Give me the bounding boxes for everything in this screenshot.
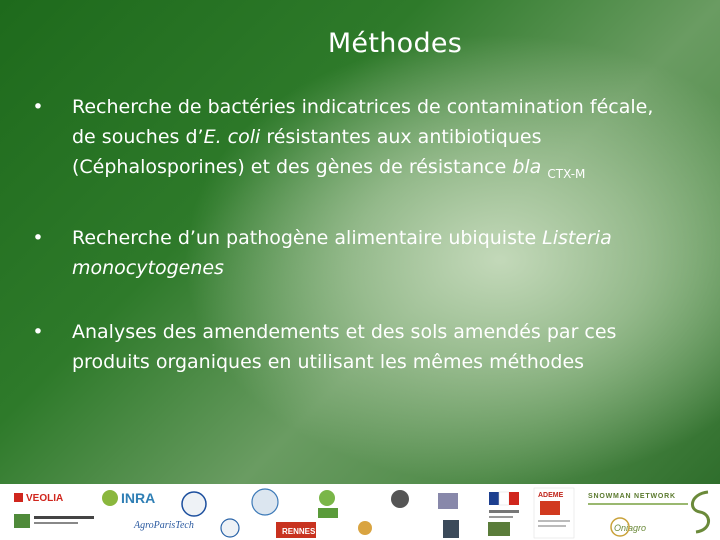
round-logo bbox=[221, 519, 239, 537]
bullet-item bbox=[28, 223, 678, 283]
bullet-marker: • bbox=[32, 96, 44, 118]
s-swirl-logo bbox=[692, 492, 708, 532]
building-logo bbox=[443, 520, 459, 538]
ademe-logo bbox=[534, 488, 574, 538]
bullet-text: Recherche de bactéries indicatrices de contamination fécale, de souches d’E. coli résistantes aux antibiotiques (Céphalosporines) et des gènes de résistance bla $_{CTX-M}$ bbox=[72, 96, 654, 181]
bullet-item bbox=[28, 92, 678, 189]
partner-logos-bar bbox=[0, 484, 720, 540]
leaf-logo-text bbox=[318, 508, 338, 518]
slide-title: Méthodes bbox=[327, 28, 463, 59]
inra-logo bbox=[102, 490, 194, 531]
flower-logo bbox=[391, 490, 409, 508]
bullet-item bbox=[28, 317, 678, 377]
snowman-network-logo bbox=[588, 493, 688, 536]
round-logo bbox=[252, 489, 278, 515]
svg-text:ADEME: ADEME bbox=[538, 492, 564, 499]
logos-graphics bbox=[0, 484, 720, 540]
round-logo bbox=[182, 492, 206, 516]
svg-text:AgroParisTech: AgroParisTech bbox=[134, 520, 194, 531]
svg-text:SNOWMAN NETWORK: SNOWMAN NETWORK bbox=[588, 493, 676, 500]
bullet-text: Recherche d’un pathogène alimentaire ubiquiste Listeria monocytogenes bbox=[72, 227, 612, 279]
leaf-logo bbox=[319, 490, 335, 506]
svg-text:RENNES: RENNES bbox=[282, 527, 316, 536]
svg-text:VEOLIA: VEOLIA bbox=[26, 493, 64, 504]
veolia-logo bbox=[14, 493, 94, 528]
star-logo bbox=[358, 521, 372, 535]
svg-text:Oniagro: Oniagro bbox=[614, 523, 647, 533]
bullet-text: Analyses des amendements et des sols amendés par ces produits organiques en utilisant les mêmes méthodes bbox=[72, 321, 617, 373]
bullet-list bbox=[28, 92, 678, 411]
bullet-marker: • bbox=[32, 321, 44, 343]
republique-francaise-logo bbox=[489, 492, 519, 518]
people-logo bbox=[438, 493, 458, 509]
green-logo bbox=[488, 522, 510, 536]
bullet-marker: • bbox=[32, 227, 44, 249]
svg-text:INRA: INRA bbox=[121, 490, 156, 506]
